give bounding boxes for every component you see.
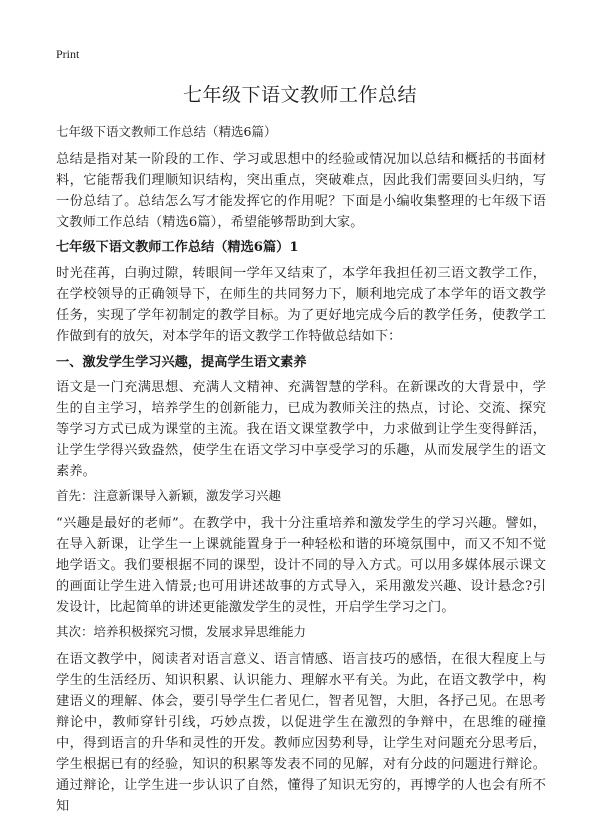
paragraph-4: 在语文教学中，阅读者对语言意义、语言情感、语言技巧的感悟，在很大程度上与学生的生活经历、知识积累、认识能力、理解水平有关。为此，在语文教学中，构建语义的理解、体会，要引导学生仁者见仁，智者见智，大胆，各抒己见。在思考辩论中，教师穿针引线，巧妙点拨，以促进学生在激烈的争辩中，在思维的碰撞中，得到语言的升华和灵性的开发。教师应因势利导，让学生对问题充分思考后，学生根据已有的经验，知识的积累等发表不同的见解，对有分歧的问题进行辩论。通过辩论，让学生进一步认识了自然，懂得了知识无穷的，再博学的人也会有所不知 [56, 652, 546, 814]
document-title: 七年级下语文教师工作总结 [182, 84, 417, 106]
subheading-1: 首先：注意新课导入新颖，激发学习兴趣 [56, 488, 282, 503]
section-heading: 七年级下语文教师工作总结（精选6篇）1 [56, 240, 299, 255]
print-link[interactable]: Print [56, 47, 80, 61]
paragraph-1: 时光荏苒，白驹过隙，转眼间一学年又结束了，本学年我担任初三语文教学工作，在学校领导的正确领导下，在师生的共同努力下，顺利地完成了本学年的语文教学任务，实现了学年初制定的教学目标。为了更好地完成今后的教学任务，使教学工作做到有的放矢，对本学年的语文教学工作特做总结如下： [56, 266, 546, 344]
subheading-2: 其次：培养积极探究习惯，发展求异思维能力 [56, 624, 307, 639]
paragraph-2: 语文是一门充满思想、充满人文精神、充满智慧的学科。在新课改的大背景中，学生的自主学习，培养学生的创新能力，已成为教师关注的热点，讨论、交流、探究等学习方式已成为课堂的主流。我在语文课堂教学中，力求做到让学生变得鲜活，让学生学得兴致盎然，使学生在语文学习中享受学习的乐趣，从而发展学生的语文素养。 [56, 380, 546, 479]
heading-1: 一、激发学生学习兴趣，提高学生语文素养 [56, 355, 307, 370]
intro-paragraph: 总结是指对某一阶段的工作、学习或思想中的经验或情况加以总结和概括的书面材料，它能帮我们理顺知识结构，突出重点，突破难点，因此我们需要回头归纳，写一份总结了。总结怎么写才能发挥它的作用呢？下面是小编收集整理的七年级下语文教师工作总结（精选6篇），希望能够帮助到大家。 [56, 152, 546, 230]
paragraph-3: “兴趣是最好的老师”。在教学中，我十分注重培养和激发学生的学习兴趣。譬如，在导入新课，让学生一上课就能置身于一种轻松和谐的环境氛围中，而又不知不觉地学语文。我们要根据不同的课型，设计不同的导入方式。可以用多媒体展示课文的画面让学生进入情景;也可用讲述故事的方式导入，采用激发兴趣、设计悬念?引发设计，比起简单的讲述更能激发学生的灵性，开启学生学习之门。 [56, 516, 546, 615]
document-subtitle: 七年级下语文教师工作总结（精选6篇） [56, 124, 277, 139]
